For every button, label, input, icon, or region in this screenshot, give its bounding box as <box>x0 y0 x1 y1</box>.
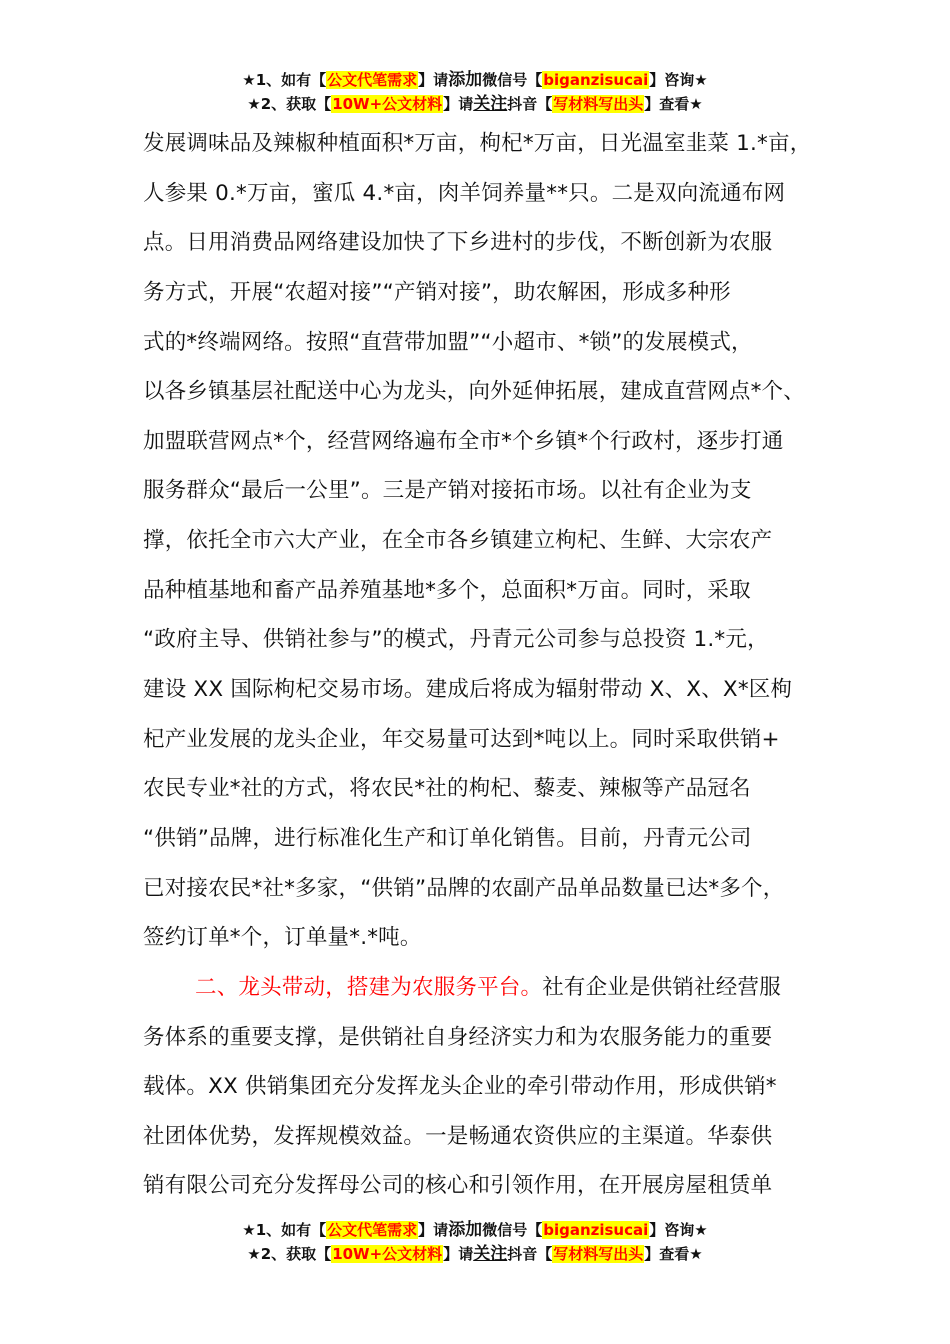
body-line: 销有限公司充分发挥母公司的核心和引领作用，在开展房屋租赁单 <box>143 1173 773 1199</box>
footer-banner <box>0 1218 950 1266</box>
header-banner <box>0 68 950 116</box>
body-line: 农民专业*社的方式，将农民*社的枸杞、藜麦、辣椒等产品冠名 <box>143 776 751 802</box>
highlight-materials: 10W+公文材料 <box>332 1245 443 1263</box>
body-line: 点。日用消费品网络建设加快了下乡进村的步伐，不断创新为农服 <box>143 230 773 256</box>
body-line: “供销”品牌，进行标准化生产和订单化销售。目前，丹青元公司 <box>143 825 752 851</box>
highlight-writing-service: 公文代笔需求 <box>327 1221 418 1239</box>
banner-line-1: ★1、如有【公文代笔需求】请添加微信号【biganzisucai】咨询★ <box>242 70 708 90</box>
banner-line-1: ★1、如有【公文代笔需求】请添加微信号【biganzisucai】咨询★ <box>242 1220 708 1240</box>
body-line: 签约订单*个，订单量*.*吨。 <box>143 925 422 951</box>
banner-line-2: ★2、获取【10W+公文材料】请关注抖音【写材料写出头】查看★ <box>247 1244 703 1264</box>
body-line: 服务群众“最后一公里”。三是产销对接拓市场。以社有企业为支 <box>143 478 752 504</box>
highlight-writing-service: 公文代笔需求 <box>327 71 418 89</box>
body-line: 加盟联营网点*个，经营网络遍布全市*个乡镇*个行政村，逐步打通 <box>143 428 784 454</box>
body-line: 以各乡镇基层社配送中心为龙头，向外延伸拓展，建成直营网点*个、 <box>143 379 805 405</box>
highlight-wechat-id: biganzisucai <box>543 1221 649 1239</box>
highlight-wechat-id: biganzisucai <box>543 71 649 89</box>
body-line: 载体。XX 供销集团充分发挥龙头企业的牵引带动作用，形成供销* <box>143 1074 777 1100</box>
section-heading-line: 二、龙头带动，搭建为农服务平台。社有企业是供销社经营服 <box>195 974 781 1000</box>
body-line: 撑，依托全市六大产业，在全市各乡镇建立枸杞、生鲜、大宗农产 <box>143 528 773 554</box>
body-line: 社团体优势，发挥规模效益。一是畅通农资供应的主渠道。华泰供 <box>143 1123 773 1149</box>
body-line: 发展调味品及辣椒种植面积*万亩，枸杞*万亩，日光温室韭菜 1.*亩， <box>143 131 812 156</box>
highlight-douyin-account: 写材料写出头 <box>553 1245 644 1263</box>
body-line: 式的*终端网络。按照“直营带加盟”“小超市、*锁”的发展模式， <box>143 329 753 355</box>
body-line: 务体系的重要支撑，是供销社自身经济实力和为农服务能力的重要 <box>143 1024 773 1050</box>
body-line: 品种植基地和畜产品养殖基地*多个，总面积*万亩。同时，采取 <box>143 577 751 603</box>
body-line: 杞产业发展的龙头企业，年交易量可达到*吨以上。同时采取供销+ <box>143 726 780 752</box>
document-body <box>143 119 833 1211</box>
section-heading: 二、龙头带动，搭建为农服务平台。 <box>195 974 543 1000</box>
banner-line-2: ★2、获取【10W+公文材料】请关注抖音【写材料写出头】查看★ <box>247 94 703 114</box>
body-line: 已对接农民*社*多家，“供销”品牌的农副产品单品数量已达*多个， <box>143 875 785 901</box>
body-line: 建设 XX 国际枸杞交易市场。建成后将成为辐射带动 X、X、X*区枸 <box>143 677 793 703</box>
body-line: “政府主导、供销社参与”的模式，丹青元公司参与总投资 1.*元， <box>143 627 769 653</box>
body-line: 人参果 0.*万亩，蜜瓜 4.*亩，肉羊饲养量**只。二是双向流通布网 <box>143 180 786 206</box>
highlight-materials: 10W+公文材料 <box>332 95 443 113</box>
highlight-douyin-account: 写材料写出头 <box>553 95 644 113</box>
body-line: 务方式，开展“农超对接”“产销对接”，助农解困，形成多种形 <box>143 279 731 305</box>
